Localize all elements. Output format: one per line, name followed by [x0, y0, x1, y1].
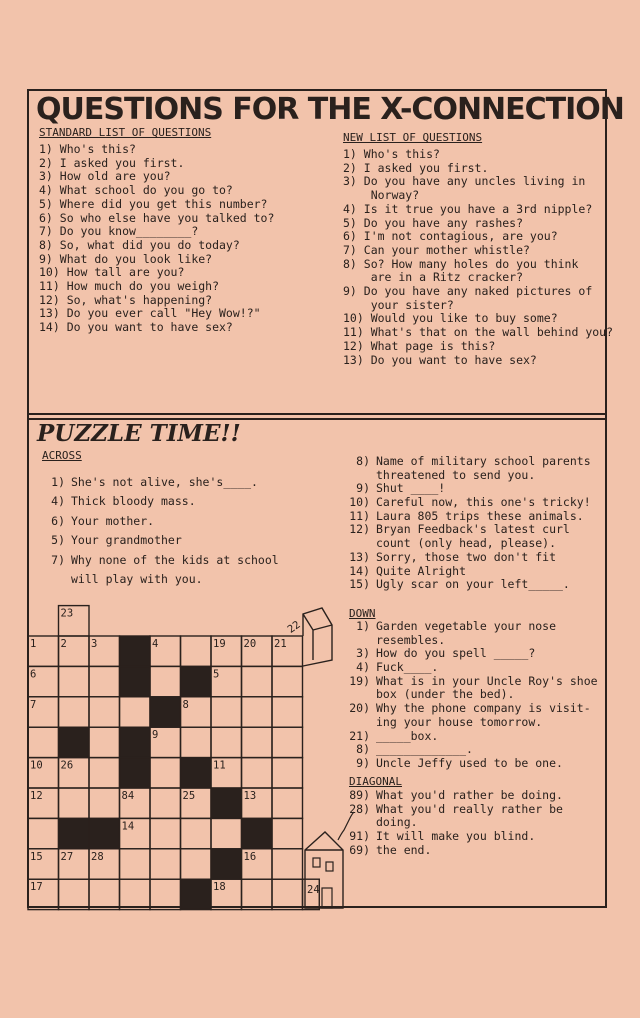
clue-text: Why none of the kids at school [71, 552, 279, 567]
grid-number: 25 [182, 790, 196, 802]
grid-cell [272, 879, 303, 909]
grid-number: 8 [182, 698, 189, 711]
grid-number: 27 [60, 850, 74, 863]
grid-number: 19 [213, 638, 226, 650]
black-cell [181, 758, 212, 788]
clue-text: What is in your Uncle Roy's shoe [376, 673, 598, 688]
clue-text: the end. [376, 842, 432, 857]
clue-text: resembles. [376, 632, 446, 647]
grid-cell [89, 788, 120, 818]
grid-number: 14 [121, 820, 135, 833]
clue-number: 13) [349, 549, 370, 564]
grid-number: 3 [91, 638, 98, 650]
grid-cell [28, 727, 59, 757]
grid-cell [181, 849, 212, 879]
grid-cell [181, 818, 212, 848]
new-list-heading: NEW LIST OF QUESTIONS [343, 131, 483, 144]
clue-number: 7) [51, 552, 65, 567]
clue-number: 8) [356, 742, 370, 757]
clue-number: 19) [349, 673, 370, 688]
clue-text: Quite Alright [376, 563, 467, 578]
clue-number: 1) [356, 619, 370, 633]
grid-number: 18 [213, 881, 226, 894]
black-cell [181, 879, 212, 909]
grid-cell [211, 818, 242, 848]
clue-number: 28) [349, 801, 370, 816]
grid-number: 26 [60, 759, 74, 772]
grid-number: 2 [60, 638, 67, 650]
clue-text: What you'd really rather be [376, 801, 563, 816]
grid-cell [89, 666, 120, 696]
grid-number: 1 [30, 638, 37, 650]
clue-number: 91) [349, 829, 370, 844]
grid-number: 17 [30, 881, 43, 894]
grid-cell [242, 879, 273, 909]
grid-cell [89, 758, 120, 788]
question-item: 1) Who's this? [39, 142, 136, 156]
clue-number: 8) [356, 454, 370, 468]
grid-number: 21 [274, 638, 287, 650]
clue-text: Uncle Jeffy used to be one. [376, 755, 563, 770]
house-drawing [305, 832, 343, 908]
question-item: 4) Is it true you have a 3rd nipple? [343, 201, 593, 216]
grid-cell [272, 818, 303, 848]
grid-number: 15 [30, 850, 43, 863]
question-item: 12) So, what's happening? [39, 292, 213, 307]
clue-number: 69) [349, 842, 370, 857]
question-item: are in a Ritz cracker? [343, 270, 524, 285]
question-item: 2) I asked you first. [343, 160, 489, 175]
question-item: 13) Do you want to have sex? [343, 352, 537, 367]
house-door [322, 888, 332, 908]
grid-cell [242, 697, 273, 727]
question-item: 7) Can your mother whistle? [343, 242, 530, 257]
house-drawing [303, 608, 332, 666]
grid-cell [59, 788, 90, 818]
question-item: your sister? [343, 297, 454, 312]
grid-cell [89, 697, 120, 727]
clue-number: 4) [51, 494, 65, 509]
grid-cell [150, 758, 181, 788]
grid-number: 5 [213, 668, 220, 681]
black-cell [120, 758, 151, 788]
grid-cell [28, 818, 59, 848]
question-item: Norway? [343, 188, 420, 203]
question-item: 13) Do you ever call "Hey Wow!?" [39, 306, 261, 321]
grid-cell [150, 849, 181, 879]
clue-number: 89) [349, 788, 370, 802]
grid-cell [150, 818, 181, 848]
grid-cell [150, 879, 181, 909]
grid-cell [272, 849, 303, 879]
black-cell [120, 666, 151, 696]
grid-cell [272, 666, 303, 696]
clue-text: doing. [376, 815, 418, 830]
clue-text: Fuck____. [376, 660, 439, 675]
page-title: QUESTIONS FOR THE X-CONNECTION [36, 92, 624, 127]
question-item: 7) Do you know________? [39, 224, 199, 239]
question-item: 8) So? How many holes do you think [343, 256, 579, 271]
grid-number: 13 [243, 790, 257, 802]
black-cell [59, 818, 90, 848]
clue-text: _____________. [376, 742, 473, 757]
clue-text: It will make you blind. [376, 829, 536, 844]
clue-text: Thick bloody mass. [71, 494, 196, 509]
clue-text: count (only head, please). [376, 536, 557, 551]
puzzle-title: PUZZLE TIME!! [37, 420, 241, 447]
question-item: 8) So, what did you do today? [39, 237, 240, 252]
clue-text: ing your house tomorrow. [376, 714, 543, 729]
grid-cell [120, 849, 151, 879]
question-item: 10) How tall are you? [39, 265, 185, 280]
grid-number: 20 [243, 638, 257, 650]
question-item: 3) Do you have any uncles living in [343, 174, 586, 189]
black-cell [211, 849, 242, 879]
grid-number: 28 [91, 850, 104, 863]
grid-cell [272, 788, 303, 818]
black-cell [120, 727, 151, 757]
grid-number: 7 [30, 698, 37, 711]
grid-cell [59, 879, 90, 909]
grid-cell [272, 697, 303, 727]
house-window [313, 858, 320, 867]
clue-number: 20) [349, 701, 370, 716]
question-item: 6) I'm not contagious, are you? [343, 229, 558, 244]
black-cell [211, 788, 242, 818]
grid-cell [242, 727, 273, 757]
grid-cell [89, 727, 120, 757]
grid-cell [181, 727, 212, 757]
clue-text: How do you spell _____? [376, 646, 536, 661]
clue-number: 4) [356, 660, 370, 675]
grid-cell [120, 879, 151, 909]
black-cell [120, 636, 151, 666]
clue-number: 1) [51, 475, 65, 489]
grid-number: 9 [152, 729, 159, 742]
smoke-squiggle [338, 812, 354, 840]
clue-text: Bryan Feedback's latest curl [376, 522, 570, 537]
question-item: 5) Where did you get this number? [39, 196, 268, 211]
grid-cell [272, 727, 303, 757]
clue-number: 10) [349, 495, 370, 510]
clue-text: Sorry, those two don't fit [376, 549, 557, 564]
grid-cell [150, 666, 181, 696]
clue-text: Ugly scar on your left_____. [376, 577, 570, 592]
clue-text: Name of military school parents [376, 454, 591, 468]
grid-number: 10 [30, 759, 43, 772]
question-item: 11) What's that on the wall behind you? [343, 325, 614, 340]
grid-number: 16 [243, 850, 257, 863]
clue-number: 9) [356, 481, 370, 496]
clue-number: 5) [51, 533, 65, 548]
clue-text: Garden vegetable your nose [376, 619, 557, 633]
question-item: 2) I asked you first. [39, 155, 185, 170]
clue-text: Careful now, this one's tricky! [376, 495, 591, 510]
question-item: 1) Who's this? [343, 147, 440, 161]
clue-number: 14) [349, 563, 370, 578]
grid-cell [242, 666, 273, 696]
black-cell [89, 818, 120, 848]
black-cell [181, 666, 212, 696]
question-item: 3) How old are you? [39, 169, 171, 184]
grid-cell [211, 727, 242, 757]
clue-number: 21) [349, 728, 370, 743]
house-window [326, 862, 333, 871]
grid-cell [242, 758, 273, 788]
clue-text: will play with you. [71, 571, 203, 586]
clue-text: Why the phone company is visit- [376, 701, 591, 716]
grid-number: 84 [121, 790, 135, 802]
grid-cell [59, 666, 90, 696]
clue-number: 11) [349, 508, 370, 523]
black-cell [59, 727, 90, 757]
question-item: 9) What do you look like? [39, 251, 213, 266]
black-cell [150, 697, 181, 727]
grid-number: 4 [152, 638, 159, 650]
question-item: 4) What school do you go to? [39, 183, 233, 198]
clue-text: box (under the bed). [376, 687, 515, 702]
clue-text: What you'd rather be doing. [376, 788, 563, 802]
question-item: 12) What page is this? [343, 338, 496, 353]
grid-number: 22 [285, 618, 303, 636]
clue-text: threatened to send you. [376, 467, 536, 482]
clue-number: 12) [349, 522, 370, 537]
question-item: 9) Do you have any naked pictures of [343, 284, 593, 299]
black-cell [242, 818, 273, 848]
clue-number: 3) [356, 646, 370, 661]
grid-cell [120, 697, 151, 727]
clue-text: Laura 805 trips these animals. [376, 508, 584, 523]
grid-cell [59, 697, 90, 727]
clue-number: 9) [356, 755, 370, 770]
standard-list-heading: STANDARD LIST OF QUESTIONS [39, 126, 212, 139]
question-item: 6) So who else have you talked to? [39, 210, 275, 225]
clue-text: Your grandmother [71, 533, 182, 548]
grid-number: 23 [60, 607, 74, 620]
grid-number: 6 [30, 668, 37, 681]
grid-number: 12 [30, 790, 43, 802]
clue-text: Your mother. [71, 513, 155, 528]
clue-number: 15) [349, 577, 370, 592]
diagonal-heading: DIAGONAL [349, 775, 402, 788]
question-item: 14) Do you want to have sex? [39, 320, 233, 335]
grid-cell [211, 697, 242, 727]
grid-cell [181, 636, 212, 666]
grid-number: 11 [213, 759, 226, 772]
question-item: 5) Do you have any rashes? [343, 215, 524, 230]
grid-cell [272, 758, 303, 788]
clue-text: She's not alive, she's____. [71, 475, 258, 489]
question-item: 11) How much do you weigh? [39, 279, 220, 294]
clue-text: Shut ____! [376, 481, 446, 496]
down-heading: DOWN [349, 607, 376, 620]
clue-number: 6) [51, 513, 65, 528]
question-item: 10) Would you like to buy some? [343, 311, 558, 326]
grid-cell [150, 788, 181, 818]
across-heading: ACROSS [42, 449, 82, 462]
clue-text: _____box. [376, 728, 439, 743]
grid-number: 24 [307, 884, 320, 896]
grid-cell [89, 879, 120, 909]
